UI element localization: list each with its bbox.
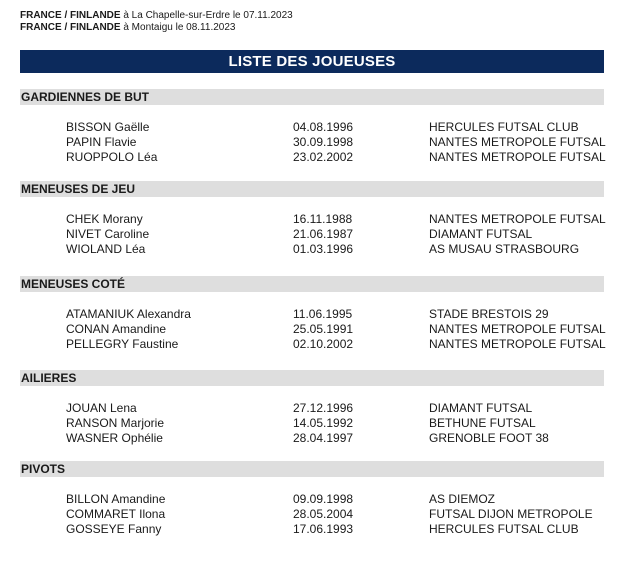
player-row bbox=[20, 242, 604, 257]
section-title: AILIERES bbox=[20, 370, 604, 386]
player-row bbox=[20, 227, 604, 242]
match-detail: à La Chapelle-sur-Erdre le 07.11.2023 bbox=[120, 10, 293, 21]
player-list bbox=[20, 120, 604, 165]
player-birthdate: 09.09.1998 bbox=[293, 492, 354, 506]
player-birthdate: 25.05.1991 bbox=[293, 322, 354, 336]
player-birthdate: 30.09.1998 bbox=[293, 135, 354, 149]
player-birthdate: 01.03.1996 bbox=[293, 242, 354, 256]
match-line-1 bbox=[20, 10, 293, 22]
match-teams: FRANCE / FINLANDE bbox=[20, 22, 121, 33]
player-name: CONAN Amandine bbox=[66, 322, 167, 336]
section-title: MENEUSES DE JEU bbox=[20, 181, 604, 197]
player-row bbox=[20, 120, 604, 135]
section-title: GARDIENNES DE BUT bbox=[20, 89, 604, 105]
player-name: BILLON Amandine bbox=[66, 492, 166, 506]
player-club: NANTES METROPOLE FUTSAL bbox=[429, 135, 606, 149]
player-club: FUTSAL DIJON METROPOLE bbox=[429, 507, 593, 521]
player-birthdate: 23.02.2002 bbox=[293, 150, 354, 164]
player-name: WASNER Ophélie bbox=[66, 431, 163, 445]
player-row bbox=[20, 337, 604, 352]
player-birthdate: 21.06.1987 bbox=[293, 227, 354, 241]
player-name: RUOPPOLO Léa bbox=[66, 150, 158, 164]
match-teams: FRANCE / FINLANDE bbox=[20, 10, 121, 21]
player-row bbox=[20, 135, 604, 150]
player-list bbox=[20, 492, 604, 537]
player-birthdate: 11.06.1995 bbox=[293, 307, 353, 321]
player-row bbox=[20, 401, 604, 416]
player-row bbox=[20, 522, 604, 537]
match-line-2 bbox=[20, 22, 235, 34]
player-birthdate: 28.05.2004 bbox=[293, 507, 354, 521]
player-birthdate: 14.05.1992 bbox=[293, 416, 354, 430]
player-birthdate: 28.04.1997 bbox=[293, 431, 354, 445]
player-name: CHEK Morany bbox=[66, 212, 143, 226]
section-title: MENEUSES COTÉ bbox=[20, 276, 604, 292]
player-row bbox=[20, 150, 604, 165]
match-detail: à Montaigu le 08.11.2023 bbox=[120, 22, 236, 33]
player-list bbox=[20, 212, 604, 257]
section-pivots bbox=[20, 461, 604, 537]
player-club: BETHUNE FUTSAL bbox=[429, 416, 536, 430]
section-wingers bbox=[20, 370, 604, 446]
player-name: JOUAN Lena bbox=[66, 401, 137, 415]
player-name: PAPIN Flavie bbox=[66, 135, 137, 149]
player-list bbox=[20, 401, 604, 446]
player-list-banner: LISTE DES JOUEUSES bbox=[20, 50, 604, 73]
player-name: ATAMANIUK Alexandra bbox=[66, 307, 191, 321]
player-row bbox=[20, 416, 604, 431]
player-club: NANTES METROPOLE FUTSAL bbox=[429, 150, 606, 164]
player-club: STADE BRESTOIS 29 bbox=[429, 307, 549, 321]
player-name: RANSON Marjorie bbox=[66, 416, 165, 430]
player-name: PELLEGRY Faustine bbox=[66, 337, 179, 351]
player-club: NANTES METROPOLE FUTSAL bbox=[429, 212, 606, 226]
player-list bbox=[20, 307, 604, 352]
player-birthdate: 04.08.1996 bbox=[293, 120, 354, 134]
player-row bbox=[20, 507, 604, 522]
section-wing-playmakers bbox=[20, 276, 604, 352]
player-name: GOSSEYE Fanny bbox=[66, 522, 162, 536]
player-club: DIAMANT FUTSAL bbox=[429, 401, 533, 415]
player-birthdate: 02.10.2002 bbox=[293, 337, 354, 351]
player-club: AS MUSAU STRASBOURG bbox=[429, 242, 580, 256]
player-club: NANTES METROPOLE FUTSAL bbox=[429, 322, 606, 336]
player-row bbox=[20, 492, 604, 507]
player-row bbox=[20, 212, 604, 227]
player-row bbox=[20, 431, 604, 446]
player-club: GRENOBLE FOOT 38 bbox=[429, 431, 549, 445]
section-title: PIVOTS bbox=[20, 461, 604, 477]
player-birthdate: 16.11.1988 bbox=[293, 212, 353, 226]
section-playmakers bbox=[20, 181, 604, 257]
player-row bbox=[20, 322, 604, 337]
section-goalkeepers bbox=[20, 89, 604, 165]
player-club: DIAMANT FUTSAL bbox=[429, 227, 533, 241]
player-birthdate: 27.12.1996 bbox=[293, 401, 354, 415]
player-club: AS DIEMOZ bbox=[429, 492, 496, 506]
player-name: BISSON Gaëlle bbox=[66, 120, 150, 134]
player-row bbox=[20, 307, 604, 322]
player-club: HERCULES FUTSAL CLUB bbox=[429, 522, 579, 536]
player-name: WIOLAND Léa bbox=[66, 242, 146, 256]
player-name: NIVET Caroline bbox=[66, 227, 150, 241]
player-club: HERCULES FUTSAL CLUB bbox=[429, 120, 579, 134]
player-club: NANTES METROPOLE FUTSAL bbox=[429, 337, 606, 351]
player-name: COMMARET Ilona bbox=[66, 507, 166, 521]
player-birthdate: 17.06.1993 bbox=[293, 522, 354, 536]
